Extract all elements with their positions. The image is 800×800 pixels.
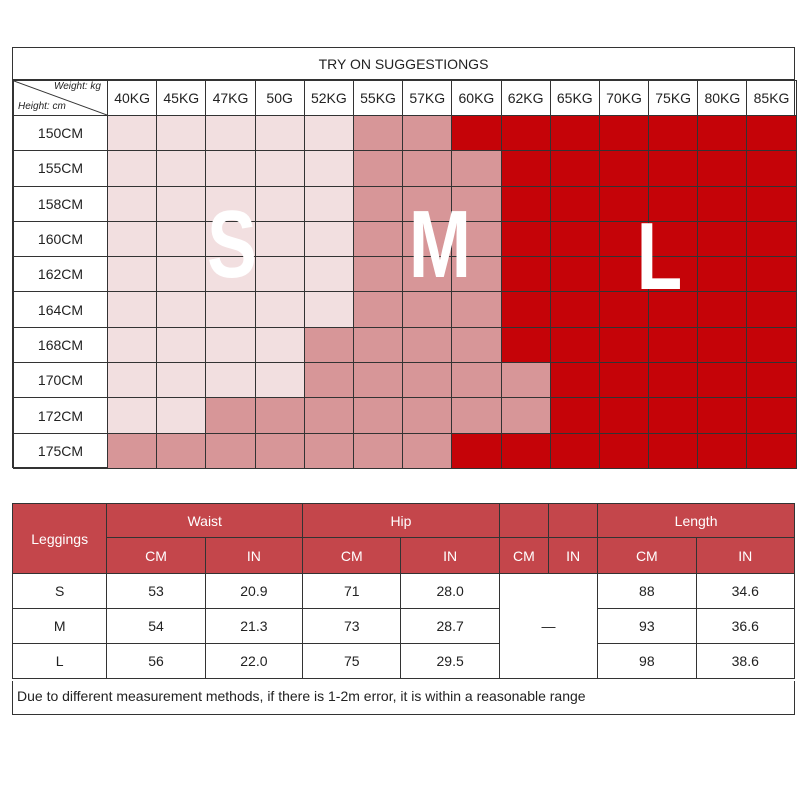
na-dash-cell: — bbox=[499, 574, 597, 679]
size-cell-m bbox=[403, 116, 452, 151]
size-suggestion-chart bbox=[12, 47, 795, 468]
size-cell-l bbox=[747, 221, 796, 256]
size-cell-l bbox=[747, 398, 796, 433]
height-row bbox=[14, 116, 797, 151]
hip-header: Hip bbox=[303, 504, 500, 538]
empty-header-cell bbox=[548, 504, 597, 538]
size-cell-l bbox=[649, 398, 698, 433]
weight-header: 65KG bbox=[550, 81, 599, 116]
size-cell-s bbox=[255, 221, 304, 256]
size-cell-s bbox=[206, 292, 255, 327]
size-cell-l bbox=[599, 257, 648, 292]
height-row bbox=[14, 221, 797, 256]
size-cell-m bbox=[304, 398, 353, 433]
size-cell-m bbox=[452, 292, 501, 327]
height-header: 175CM bbox=[14, 433, 108, 468]
empty-header-cell bbox=[499, 504, 548, 538]
length-in-cell: 34.6 bbox=[696, 574, 794, 609]
size-cell-l bbox=[747, 116, 796, 151]
size-cell-m bbox=[403, 363, 452, 398]
size-cell-s bbox=[157, 116, 206, 151]
length-in-cell: 36.6 bbox=[696, 609, 794, 644]
size-cell-s bbox=[157, 363, 206, 398]
height-header: 168CM bbox=[14, 327, 108, 362]
size-cell-s bbox=[206, 116, 255, 151]
size-cell-m bbox=[452, 151, 501, 186]
group-header-row bbox=[13, 504, 795, 538]
size-cell-l bbox=[698, 363, 747, 398]
size-grid bbox=[13, 80, 797, 469]
size-cell-l bbox=[698, 292, 747, 327]
extra-in-header: IN bbox=[548, 538, 597, 574]
size-cell-l bbox=[550, 433, 599, 468]
size-cell-m bbox=[501, 398, 550, 433]
size-cell-s bbox=[157, 151, 206, 186]
weight-header: 80KG bbox=[698, 81, 747, 116]
size-cell-s bbox=[206, 151, 255, 186]
length-header: Length bbox=[598, 504, 795, 538]
size-cell-m bbox=[206, 398, 255, 433]
hip-cm-cell: 71 bbox=[303, 574, 401, 609]
weight-header: 40KG bbox=[108, 81, 157, 116]
size-cell-s bbox=[108, 292, 157, 327]
size-cell-m bbox=[304, 363, 353, 398]
weight-header: 52KG bbox=[304, 81, 353, 116]
size-cell-s bbox=[304, 116, 353, 151]
size-grid-body bbox=[14, 116, 797, 469]
size-cell-l bbox=[550, 363, 599, 398]
size-cell: L bbox=[13, 644, 107, 679]
height-header: 172CM bbox=[14, 398, 108, 433]
size-cell-l bbox=[501, 433, 550, 468]
size-cell-s bbox=[157, 257, 206, 292]
size-cell-s bbox=[206, 327, 255, 362]
hip-in-cell: 28.7 bbox=[401, 609, 499, 644]
height-header: 155CM bbox=[14, 151, 108, 186]
height-row bbox=[14, 186, 797, 221]
hip-cm-cell: 75 bbox=[303, 644, 401, 679]
size-cell-m bbox=[452, 257, 501, 292]
size-cell-m bbox=[353, 292, 402, 327]
size-cell-s bbox=[108, 327, 157, 362]
size-cell-l bbox=[550, 116, 599, 151]
size-cell-l bbox=[698, 257, 747, 292]
size-cell-m bbox=[353, 151, 402, 186]
size-cell-s bbox=[255, 257, 304, 292]
length-cm-cell: 93 bbox=[598, 609, 696, 644]
height-header: 164CM bbox=[14, 292, 108, 327]
leggings-measurement-table bbox=[12, 503, 795, 679]
size-cell-m bbox=[206, 433, 255, 468]
size-cell-m bbox=[452, 327, 501, 362]
height-row bbox=[14, 433, 797, 468]
size-cell-s bbox=[157, 221, 206, 256]
size-cell-s bbox=[108, 116, 157, 151]
size-cell-s bbox=[157, 398, 206, 433]
table-row bbox=[13, 609, 795, 644]
size-cell-m bbox=[452, 398, 501, 433]
size-cell-m bbox=[304, 327, 353, 362]
size-cell-s bbox=[206, 257, 255, 292]
size-cell-m bbox=[255, 398, 304, 433]
size-cell-l bbox=[501, 327, 550, 362]
size-cell: M bbox=[13, 609, 107, 644]
size-cell-s bbox=[304, 257, 353, 292]
size-cell-s bbox=[206, 186, 255, 221]
size-cell-l bbox=[599, 221, 648, 256]
hip-in-header: IN bbox=[401, 538, 499, 574]
size-cell-l bbox=[599, 116, 648, 151]
size-cell-l bbox=[649, 292, 698, 327]
height-row bbox=[14, 151, 797, 186]
size-cell-l bbox=[747, 433, 796, 468]
hip-cm-cell: 73 bbox=[303, 609, 401, 644]
waist-cm-cell: 54 bbox=[107, 609, 205, 644]
size-cell-l bbox=[599, 398, 648, 433]
corner-header bbox=[14, 81, 108, 116]
table-row bbox=[13, 644, 795, 679]
size-cell-m bbox=[452, 363, 501, 398]
size-cell-l bbox=[747, 186, 796, 221]
size-cell-m bbox=[403, 186, 452, 221]
size-cell-l bbox=[501, 221, 550, 256]
size-cell-l bbox=[649, 257, 698, 292]
size-cell-s bbox=[304, 186, 353, 221]
size-cell-l bbox=[599, 363, 648, 398]
size-cell-s bbox=[108, 221, 157, 256]
size-cell-s bbox=[304, 292, 353, 327]
size-cell-m bbox=[403, 257, 452, 292]
size-cell-s bbox=[304, 221, 353, 256]
waist-cm-cell: 53 bbox=[107, 574, 205, 609]
size-cell-s bbox=[108, 398, 157, 433]
weight-header: 57KG bbox=[403, 81, 452, 116]
size-cell-m bbox=[403, 398, 452, 433]
height-header: 170CM bbox=[14, 363, 108, 398]
size-m-label: M bbox=[408, 191, 472, 298]
height-header: 158CM bbox=[14, 186, 108, 221]
length-cm-header: CM bbox=[598, 538, 696, 574]
size-cell-l bbox=[599, 186, 648, 221]
size-cell-m bbox=[403, 433, 452, 468]
size-cell-l bbox=[550, 398, 599, 433]
size-cell-l bbox=[649, 433, 698, 468]
size-cell-s bbox=[206, 221, 255, 256]
height-header: 150CM bbox=[14, 116, 108, 151]
height-axis-label: Height: cm bbox=[18, 101, 66, 112]
waist-in-cell: 21.3 bbox=[205, 609, 302, 644]
size-cell-m bbox=[353, 221, 402, 256]
size-cell-s bbox=[157, 186, 206, 221]
hip-cm-header: CM bbox=[303, 538, 401, 574]
length-cm-cell: 98 bbox=[598, 644, 696, 679]
size-cell-l bbox=[747, 363, 796, 398]
size-cell-s bbox=[108, 186, 157, 221]
hip-in-cell: 29.5 bbox=[401, 644, 499, 679]
size-cell-m bbox=[353, 257, 402, 292]
size-cell-s bbox=[157, 292, 206, 327]
waist-cm-cell: 56 bbox=[107, 644, 205, 679]
extra-cm-header: CM bbox=[499, 538, 548, 574]
size-cell-l bbox=[550, 221, 599, 256]
height-row bbox=[14, 327, 797, 362]
leggings-label: Leggings bbox=[13, 504, 107, 574]
size-cell-l bbox=[649, 151, 698, 186]
size-cell-m bbox=[353, 398, 402, 433]
size-cell: S bbox=[13, 574, 107, 609]
size-l-label: L bbox=[636, 203, 683, 310]
height-row bbox=[14, 292, 797, 327]
size-cell-l bbox=[649, 327, 698, 362]
size-cell-m bbox=[403, 221, 452, 256]
waist-cm-header: CM bbox=[107, 538, 205, 574]
size-cell-m bbox=[501, 363, 550, 398]
size-cell-s bbox=[304, 151, 353, 186]
weight-header: 85KG bbox=[747, 81, 796, 116]
size-cell-s bbox=[255, 292, 304, 327]
size-cell-s bbox=[255, 116, 304, 151]
size-cell-l bbox=[698, 327, 747, 362]
size-cell-m bbox=[108, 433, 157, 468]
size-cell-l bbox=[501, 116, 550, 151]
height-header: 162CM bbox=[14, 257, 108, 292]
size-cell-l bbox=[501, 151, 550, 186]
size-cell-l bbox=[599, 327, 648, 362]
weight-header: 70KG bbox=[599, 81, 648, 116]
size-cell-m bbox=[353, 327, 402, 362]
weight-header: 50G bbox=[255, 81, 304, 116]
size-cell-l bbox=[599, 151, 648, 186]
waist-in-cell: 22.0 bbox=[205, 644, 302, 679]
length-in-cell: 38.6 bbox=[696, 644, 794, 679]
size-cell-s bbox=[255, 186, 304, 221]
weight-header: 55KG bbox=[353, 81, 402, 116]
size-cell-m bbox=[353, 363, 402, 398]
size-cell-l bbox=[550, 327, 599, 362]
size-cell-s bbox=[108, 257, 157, 292]
size-cell-m bbox=[353, 433, 402, 468]
hip-in-cell: 28.0 bbox=[401, 574, 499, 609]
height-row bbox=[14, 398, 797, 433]
size-cell-m bbox=[157, 433, 206, 468]
table-row bbox=[13, 574, 795, 609]
weight-header: 62KG bbox=[501, 81, 550, 116]
size-cell-m bbox=[304, 433, 353, 468]
weight-header: 47KG bbox=[206, 81, 255, 116]
size-cell-l bbox=[698, 116, 747, 151]
length-in-header: IN bbox=[696, 538, 794, 574]
size-cell-l bbox=[501, 257, 550, 292]
size-cell-l bbox=[747, 151, 796, 186]
size-cell-l bbox=[599, 433, 648, 468]
size-cell-m bbox=[452, 221, 501, 256]
height-row bbox=[14, 257, 797, 292]
size-cell-l bbox=[649, 363, 698, 398]
size-cell-s bbox=[108, 151, 157, 186]
size-cell-s bbox=[108, 363, 157, 398]
size-cell-l bbox=[599, 292, 648, 327]
waist-header: Waist bbox=[107, 504, 303, 538]
weight-header: 45KG bbox=[157, 81, 206, 116]
size-cell-l bbox=[452, 433, 501, 468]
size-cell-s bbox=[206, 363, 255, 398]
height-header: 160CM bbox=[14, 221, 108, 256]
size-cell-l bbox=[698, 433, 747, 468]
weight-header: 75KG bbox=[649, 81, 698, 116]
size-cell-m bbox=[403, 292, 452, 327]
size-cell-l bbox=[550, 151, 599, 186]
height-row bbox=[14, 363, 797, 398]
size-cell-l bbox=[698, 151, 747, 186]
size-cell-l bbox=[698, 186, 747, 221]
size-cell-m bbox=[353, 116, 402, 151]
weight-header-row bbox=[14, 81, 797, 116]
length-cm-cell: 88 bbox=[598, 574, 696, 609]
size-cell-l bbox=[698, 398, 747, 433]
size-cell-m bbox=[452, 186, 501, 221]
size-cell-l bbox=[649, 186, 698, 221]
measurement-disclaimer: Due to different measurement methods, if there is 1-2m error, it is within a reasonable range bbox=[12, 681, 795, 715]
size-cell-l bbox=[649, 116, 698, 151]
unit-header-row bbox=[13, 538, 795, 574]
size-cell-l bbox=[747, 257, 796, 292]
size-cell-m bbox=[403, 327, 452, 362]
size-cell-s bbox=[157, 327, 206, 362]
size-cell-l bbox=[550, 292, 599, 327]
size-s-label: S bbox=[207, 191, 257, 298]
size-cell-l bbox=[747, 292, 796, 327]
size-cell-s bbox=[255, 151, 304, 186]
size-cell-l bbox=[550, 257, 599, 292]
size-cell-l bbox=[698, 221, 747, 256]
weight-header: 60KG bbox=[452, 81, 501, 116]
size-cell-l bbox=[747, 327, 796, 362]
waist-in-cell: 20.9 bbox=[205, 574, 302, 609]
size-cell-l bbox=[550, 186, 599, 221]
size-cell-m bbox=[255, 433, 304, 468]
size-cell-l bbox=[452, 116, 501, 151]
chart-title: TRY ON SUGGESTIONGS bbox=[13, 48, 794, 80]
size-cell-l bbox=[501, 186, 550, 221]
size-cell-l bbox=[649, 221, 698, 256]
size-cell-s bbox=[255, 327, 304, 362]
waist-in-header: IN bbox=[205, 538, 302, 574]
size-cell-s bbox=[255, 363, 304, 398]
size-cell-m bbox=[353, 186, 402, 221]
size-cell-m bbox=[403, 151, 452, 186]
size-cell-l bbox=[501, 292, 550, 327]
weight-axis-label: Weight: kg bbox=[53, 81, 101, 92]
